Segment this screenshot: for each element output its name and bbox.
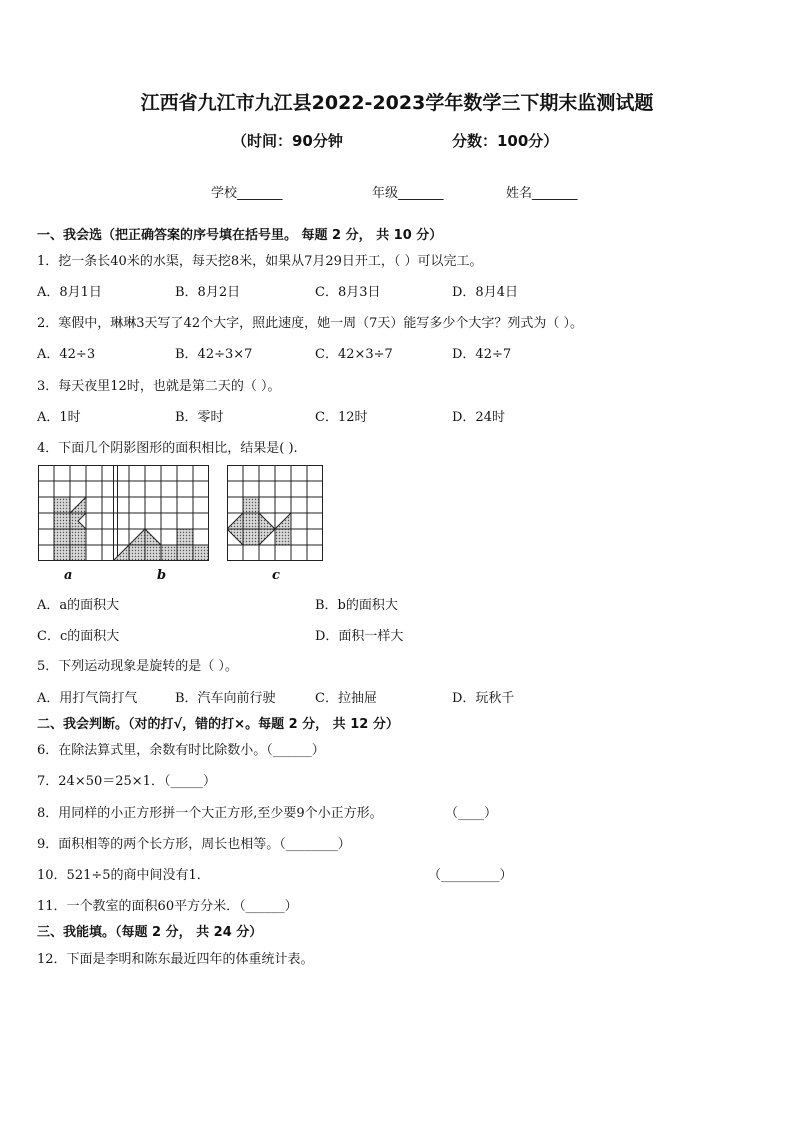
q8-blank: （____） xyxy=(445,806,498,821)
q4-option-b: B．b的面积大 xyxy=(315,598,398,613)
q2-option-b: B．42÷3×7 xyxy=(175,347,253,362)
q3-option-c: C．12时 xyxy=(315,410,368,425)
question-3: 3．每天夜里12时，也就是第二天的（ ）。 xyxy=(37,379,281,394)
q5-option-b: B．汽车向前行驶 xyxy=(175,691,276,706)
figure-label-a: a xyxy=(64,568,73,583)
q10-blank: （_________） xyxy=(428,868,513,883)
figure-label-b: b xyxy=(157,568,167,583)
q5-option-d: D．玩秋千 xyxy=(452,691,515,706)
q1-option-a: A．8月1日 xyxy=(37,285,102,300)
question-10: 10．521÷5的商中间没有1． xyxy=(37,868,210,883)
question-11: 11．一个教室的面积60平方分米．（______） xyxy=(37,899,298,914)
school-field: 学校_______ xyxy=(211,186,283,201)
q4-option-d: D．面积一样大 xyxy=(315,629,404,644)
q1-option-b: B．8月2日 xyxy=(175,285,241,300)
q5-option-a: A．用打气筒打气 xyxy=(37,691,138,706)
q1-option-c: C．8月3日 xyxy=(315,285,381,300)
q1-option-d: D．8月4日 xyxy=(452,285,518,300)
shaded-region xyxy=(227,497,275,545)
page-title: 江西省九江市九江县2022-2023学年数学三下期末监测试题 xyxy=(140,92,654,114)
grid-figure-a xyxy=(38,465,118,561)
grid-figure-b xyxy=(113,465,209,561)
grid-figure-c xyxy=(227,465,323,561)
q4-option-a: A．a的面积大 xyxy=(37,598,120,613)
q4-option-c: C．c的面积大 xyxy=(37,629,120,644)
q3-option-b: B．零时 xyxy=(175,410,224,425)
q3-option-d: D．24时 xyxy=(452,410,505,425)
grade-field: 年级_______ xyxy=(372,186,444,201)
question-8: 8．用同样的小正方形拼一个大正方形,至少要9个小正方形。 xyxy=(37,806,383,821)
time-limit: （时间：90分钟 xyxy=(232,132,343,150)
question-5: 5．下列运动现象是旋转的是（ ）。 xyxy=(37,659,238,674)
question-1: 1．挖一条长40米的水渠，每天挖8米，如果从7月29日开工，（ ）可以完工。 xyxy=(37,254,483,269)
figure-label-c: c xyxy=(272,568,280,583)
q3-option-a: A．1时 xyxy=(37,410,81,425)
question-12: 12．下面是李明和陈东最近四年的体重统计表。 xyxy=(37,952,314,967)
q2-option-c: C．42×3÷7 xyxy=(315,347,393,362)
question-4: 4．下面几个阴影图形的面积相比，结果是( ). xyxy=(37,441,298,456)
q5-option-c: C．拉抽屉 xyxy=(315,691,377,706)
question-2: 2．寒假中，琳琳3天写了42个大字，照此速度，她一周（7天）能写多少个大字？列式为（ ）。 xyxy=(37,316,583,331)
section-3-title: 三、我能填。（每题 2 分， 共 24 分） xyxy=(37,925,263,940)
question-7: 7．24×50＝25×1．（_____） xyxy=(37,774,216,789)
question-6: 6．在除法算式里，余数有时比除数小。（______） xyxy=(37,743,325,758)
question-9: 9．面积相等的两个长方形，周长也相等。（________） xyxy=(37,837,351,852)
q2-option-a: A．42÷3 xyxy=(37,347,96,362)
section-1-title: 一、我会选（把正确答案的序号填在括号里。 每题 2 分， 共 10 分） xyxy=(37,228,443,243)
name-field: 姓名_______ xyxy=(506,186,578,201)
total-score: 分数：100分） xyxy=(452,132,559,150)
section-2-title: 二、我会判断。（对的打√，错的打×。每题 2 分， 共 12 分） xyxy=(37,717,399,732)
q2-option-d: D．42÷7 xyxy=(452,347,512,362)
